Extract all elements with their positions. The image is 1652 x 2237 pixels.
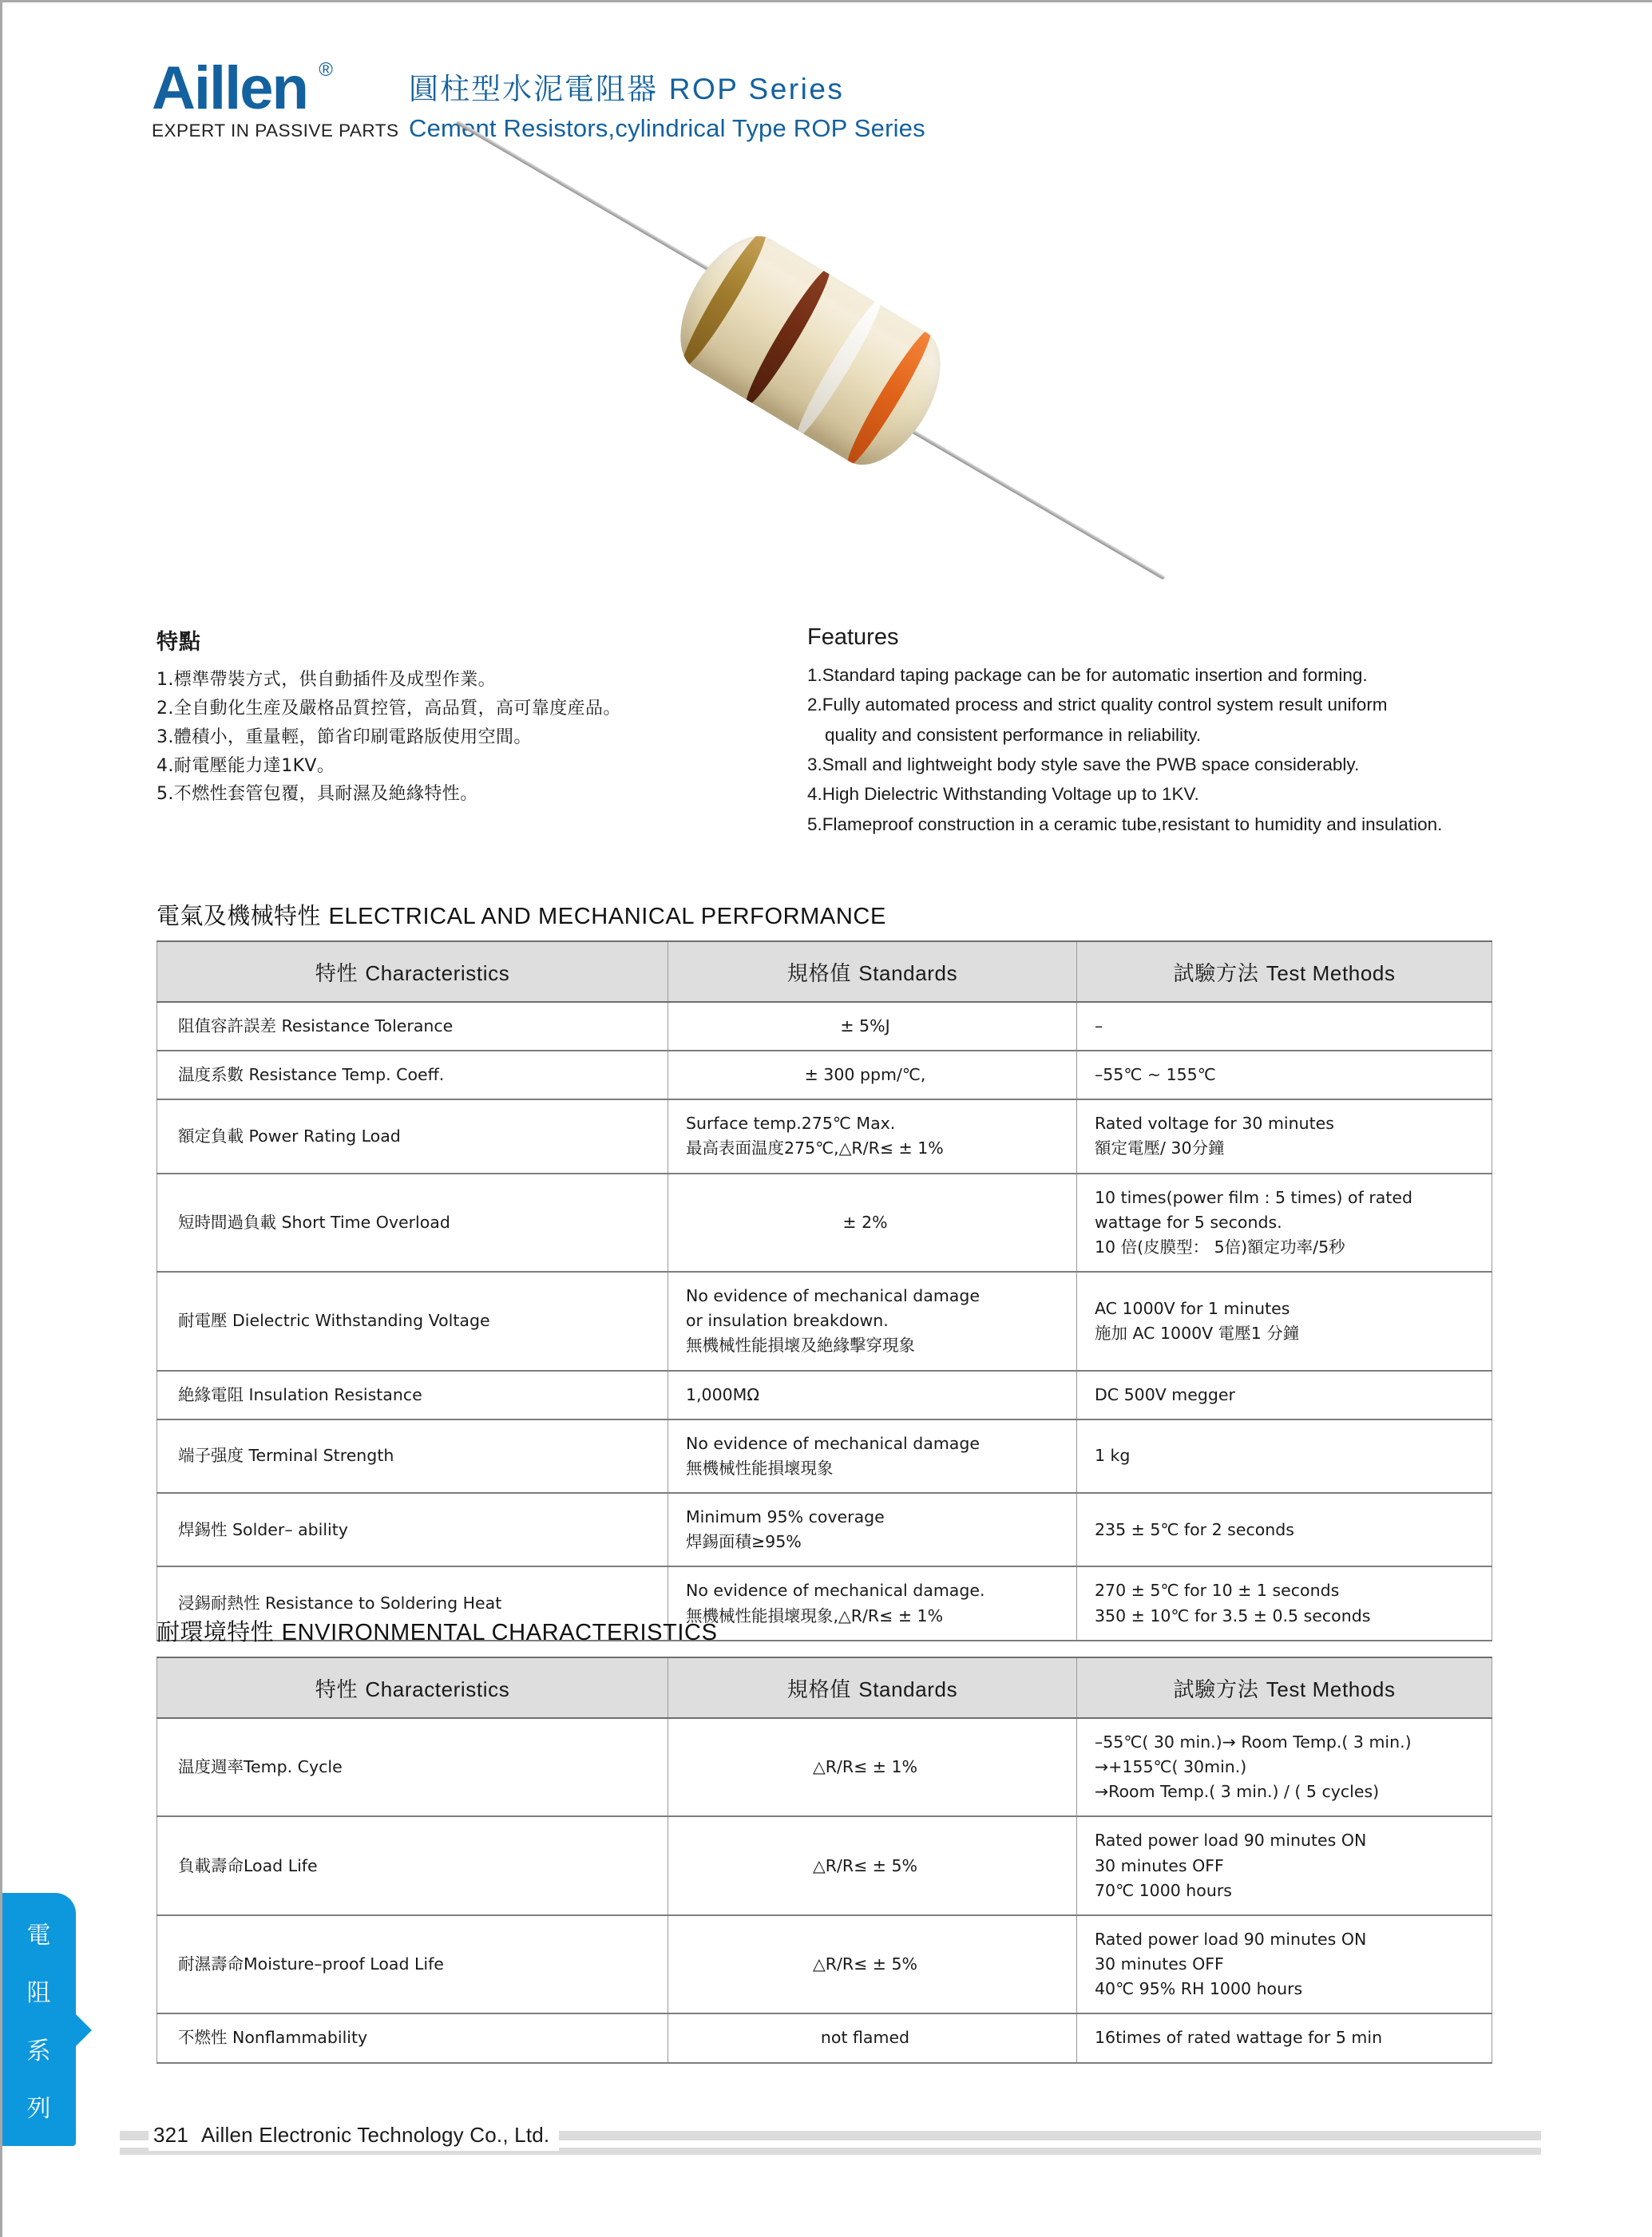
cell-test-method: [1077, 1493, 1492, 1566]
cell-test-method: [1077, 1915, 1492, 2013]
table-row: [157, 1051, 1492, 1099]
table-row: [157, 2013, 1492, 2062]
cell-line: –55℃ ~ 155℃: [1095, 1065, 1216, 1085]
section-heading-electrical-cn: 電氣及機械特性: [156, 902, 321, 929]
cell-standard: [668, 1493, 1077, 1566]
cell-line: 16times of rated wattage for 5 min: [1095, 2028, 1383, 2048]
cell-line: Surface temp.275℃ Max.: [686, 1114, 896, 1134]
cell-standard: [668, 1002, 1077, 1051]
table-header-row: [157, 1657, 1492, 1718]
col-head-std-en: Standards: [858, 960, 958, 985]
cell-line: △R/R≤ ± 5%: [812, 1855, 918, 1875]
cell-test-method: [1077, 1051, 1492, 1099]
section-heading-environmental-en: ENVIRONMENTAL CHARACTERISTICS: [281, 1620, 718, 1645]
cell-line: 235 ± 5℃ for 2 seconds: [1095, 1519, 1294, 1539]
cell-standard: [668, 1371, 1077, 1419]
brand-tagline: EXPERT IN PASSIVE PARTS: [152, 121, 399, 141]
table-row: [157, 1002, 1492, 1051]
features-section: [156, 624, 1514, 839]
list-item: 5.Flameproof construction in a ceramic tube,resistant to humidity and insulation.: [807, 814, 1443, 834]
cell-line: 10 倍(皮膜型： 5倍)額定功率/5秒: [1095, 1237, 1345, 1257]
cell-characteristic: 耐電壓 Dielectric Withstanding Voltage: [157, 1272, 668, 1370]
cell-line: Minimum 95% coverage: [686, 1507, 885, 1527]
cell-standard: [668, 1419, 1077, 1493]
list-item: 3.Small and lightweight body style save the PWB space considerably.: [807, 754, 1360, 775]
list-item: 5.不燃性套管包覆，具耐濕及絶緣特性。: [156, 784, 478, 805]
features-chinese: [156, 624, 807, 839]
cell-line: 30 minutes OFF: [1095, 1855, 1224, 1875]
cell-line: 10 times(power film : 5 times) of rated: [1095, 1187, 1412, 1207]
list-item: 4.High Dielectric Withstanding Voltage up to 1KV.: [807, 784, 1199, 805]
logo-wordmark: [152, 54, 331, 122]
cell-line: 額定電壓/ 30分鐘: [1095, 1138, 1225, 1158]
side-tab-resistor-series[interactable]: [2, 1893, 76, 2146]
cell-test-method: [1077, 1566, 1492, 1640]
cell-line: No evidence of mechanical damage: [686, 1433, 980, 1453]
table-row: [157, 1272, 1492, 1370]
cell-line: →Room Temp.( 3 min.) / ( 5 cycles): [1095, 1782, 1380, 1802]
side-tab-char: 系: [26, 2037, 52, 2065]
cell-test-method: [1077, 1718, 1492, 1816]
cell-line: △R/R≤ ± 5%: [812, 1954, 918, 1974]
col-head-std-en: Standards: [858, 1677, 958, 1701]
table-row: [157, 1493, 1492, 1566]
page-header: [152, 54, 925, 145]
cell-characteristic: 負載壽命Load Life: [157, 1816, 668, 1914]
cell-line: Rated voltage for 30 minutes: [1095, 1114, 1334, 1134]
title-english: Cement Resistors,cylindrical Type ROP Series: [409, 114, 925, 143]
section-heading-environmental: [156, 1614, 718, 1647]
cell-characteristic: 短時間過負載 Short Time Overload: [157, 1174, 668, 1272]
cell-characteristic: 温度週率Temp. Cycle: [157, 1718, 668, 1816]
table-row: [157, 1371, 1492, 1419]
cell-line: 無機械性能損壞現象,△R/R≤ ± 1%: [686, 1605, 944, 1625]
cell-line: 40℃ 95% RH 1000 hours: [1095, 1979, 1303, 1999]
col-head-char-en: Characteristics: [365, 1677, 510, 1701]
cell-characteristic: 端子强度 Terminal Strength: [157, 1419, 668, 1493]
table-electrical-performance: [156, 940, 1492, 1641]
col-head-char-cn: 特性: [315, 1677, 359, 1702]
cell-test-method: [1077, 1272, 1492, 1370]
cell-line: 無機械性能損壞現象: [686, 1458, 834, 1478]
product-image: [415, 172, 1373, 603]
title-chinese-text: 圓柱型水泥電阻器: [409, 72, 658, 106]
list-item: 1.Standard taping package can be for automatic insertion and forming.: [807, 665, 1368, 685]
features-english-list: [807, 660, 1514, 839]
cell-line: No evidence of mechanical damage.: [686, 1581, 985, 1601]
table-electrical-body: [157, 1002, 1492, 1641]
cell-line: or insulation breakdown.: [686, 1311, 889, 1331]
list-item-continuation: quality and consistent performance in reliability.: [825, 724, 1202, 745]
side-tab-arrow-icon: [76, 2014, 92, 2046]
cell-line: 70℃ 1000 hours: [1095, 1880, 1232, 1900]
side-tab-char: 電: [26, 1922, 52, 1950]
cell-standard: [668, 1816, 1077, 1914]
cell-standard: [668, 1566, 1077, 1640]
column-header-standards: [668, 941, 1077, 1002]
col-head-test-cn: 試驗方法: [1173, 1677, 1259, 1702]
table-row: [157, 1099, 1492, 1173]
col-head-std-cn: 規格值: [786, 1677, 852, 1702]
resistor-illustration: [659, 218, 962, 482]
resistor-body: [659, 218, 962, 482]
side-tab-label: [2, 1893, 76, 2146]
cell-line: 無機械性能損壞及絶緣擊穿現象: [686, 1336, 915, 1356]
cell-line: not flamed: [820, 2028, 910, 2048]
cell-line: 施加 AC 1000V 電壓1 分鐘: [1095, 1323, 1300, 1343]
column-header-standards: [668, 1657, 1077, 1718]
section-heading-environmental-cn: 耐環境特性: [156, 1618, 275, 1645]
cell-line: ± 5%J: [840, 1016, 890, 1035]
cell-test-method: [1077, 1099, 1492, 1173]
features-english: [807, 624, 1514, 839]
col-head-char-en: Characteristics: [365, 960, 510, 985]
table-row: [157, 1915, 1492, 2013]
cell-test-method: [1077, 1419, 1492, 1493]
col-head-test-en: Test Methods: [1266, 1677, 1396, 1701]
cell-characteristic: 絶緣電阻 Insulation Resistance: [157, 1371, 668, 1419]
cell-line: wattage for 5 seconds.: [1095, 1212, 1282, 1232]
table-row: [157, 1419, 1492, 1493]
cell-characteristic: 耐濕壽命Moisture–proof Load Life: [157, 1915, 668, 2013]
cell-characteristic: 焊錫性 Solder– ability: [157, 1493, 668, 1566]
cell-line: 最高表面温度275℃,△R/R≤ ± 1%: [686, 1138, 944, 1158]
page-border-top: [0, 0, 1652, 2]
list-item: 1.標準帶裝方式，供自動插件及成型作業。: [156, 670, 496, 690]
table-row: [157, 1718, 1492, 1816]
cell-line: 30 minutes OFF: [1095, 1954, 1224, 1974]
cell-characteristic: 不燃性 Nonflammability: [157, 2013, 668, 2062]
cell-line: 1,000MΩ: [686, 1384, 760, 1404]
cell-standard: [668, 1272, 1077, 1370]
cell-characteristic: 温度系數 Resistance Temp. Coeff.: [157, 1051, 668, 1099]
list-item: 2.Fully automated process and strict quality control system result uniform: [807, 695, 1388, 715]
side-tab-char: 列: [26, 2094, 52, 2123]
table-header-row: [157, 941, 1492, 1002]
registered-trademark-icon: ®: [319, 59, 331, 81]
cell-line: No evidence of mechanical damage: [686, 1286, 980, 1306]
list-item: 2.全自動化生産及嚴格品質控管，高品質，高可靠度産品。: [156, 698, 621, 719]
title-chinese: [409, 71, 925, 108]
cell-line: DC 500V megger: [1095, 1384, 1235, 1404]
color-band-gold: [674, 225, 774, 373]
cell-test-method: [1077, 1002, 1492, 1051]
cell-line: 焊錫面積≥95%: [686, 1532, 802, 1552]
col-head-test-en: Test Methods: [1266, 960, 1396, 985]
list-item: 3.體積小，重量輕，節省印刷電路版使用空間。: [156, 727, 532, 747]
resistor-lead-right: [907, 426, 1166, 580]
cell-standard: [668, 1174, 1077, 1272]
cell-line: 270 ± 5℃ for 10 ± 1 seconds: [1095, 1581, 1340, 1601]
cell-test-method: [1077, 1371, 1492, 1419]
cell-standard: [668, 2013, 1077, 2062]
title-series: ROP Series: [668, 73, 845, 105]
cell-standard: [668, 1051, 1077, 1099]
cell-test-method: [1077, 1816, 1492, 1914]
features-chinese-heading: 特點: [156, 630, 201, 655]
cell-line: 1 kg: [1095, 1446, 1131, 1466]
features-english-heading: Features: [807, 624, 899, 650]
column-header-characteristics: [157, 941, 668, 1002]
cell-characteristic: 浸錫耐熱性 Resistance to Soldering Heat: [157, 1566, 668, 1640]
side-tab-char: 阻: [26, 1979, 52, 2008]
section-heading-electrical-en: ELECTRICAL AND MECHANICAL PERFORMANCE: [328, 904, 886, 929]
col-head-char-cn: 特性: [315, 961, 359, 986]
cell-line: Rated power load 90 minutes ON: [1095, 1831, 1367, 1851]
cell-standard: [668, 1718, 1077, 1816]
cell-line: ± 300 ppm/℃,: [804, 1065, 926, 1085]
page-number: 321: [153, 2123, 188, 2147]
cell-characteristic: 額定負載 Power Rating Load: [157, 1099, 668, 1173]
table-row: [157, 1174, 1492, 1272]
cell-test-method: [1077, 2013, 1492, 2062]
column-header-test-methods: [1077, 1657, 1492, 1718]
table-environmental-characteristics: [156, 1657, 1492, 2064]
table-row: [157, 1816, 1492, 1914]
table-environmental-body: [157, 1718, 1492, 2063]
features-chinese-list: [156, 666, 807, 809]
section-heading-electrical: [156, 898, 886, 931]
brand-logo: [152, 54, 399, 141]
cell-characteristic: 阻值容許誤差 Resistance Tolerance: [157, 1002, 668, 1051]
col-head-test-cn: 試驗方法: [1173, 961, 1259, 986]
page-footer: [149, 2120, 559, 2151]
cell-line: Rated power load 90 minutes ON: [1095, 1929, 1367, 1949]
cell-line: –: [1095, 1016, 1103, 1035]
col-head-std-cn: 規格值: [786, 961, 852, 986]
page-title: [409, 60, 925, 145]
cell-line: ± 2%: [842, 1212, 888, 1232]
cell-test-method: [1077, 1174, 1492, 1272]
footer-company-name: Aillen Electronic Technology Co., Ltd.: [200, 2123, 550, 2147]
column-header-characteristics: [157, 1657, 668, 1718]
cell-line: →+155℃( 30min.): [1095, 1757, 1247, 1777]
cell-line: –55℃( 30 min.)→ Room Temp.( 3 min.): [1095, 1732, 1412, 1752]
logo-text: Aillen: [152, 54, 307, 122]
cell-line: 350 ± 10℃ for 3.5 ± 0.5 seconds: [1095, 1605, 1371, 1625]
column-header-test-methods: [1077, 941, 1492, 1002]
cell-line: △R/R≤ ± 1%: [812, 1757, 918, 1777]
cell-line: AC 1000V for 1 minutes: [1095, 1298, 1290, 1318]
cell-standard: [668, 1915, 1077, 2013]
cell-standard: [668, 1099, 1077, 1173]
list-item: 4.耐電壓能力達1KV。: [156, 755, 335, 776]
